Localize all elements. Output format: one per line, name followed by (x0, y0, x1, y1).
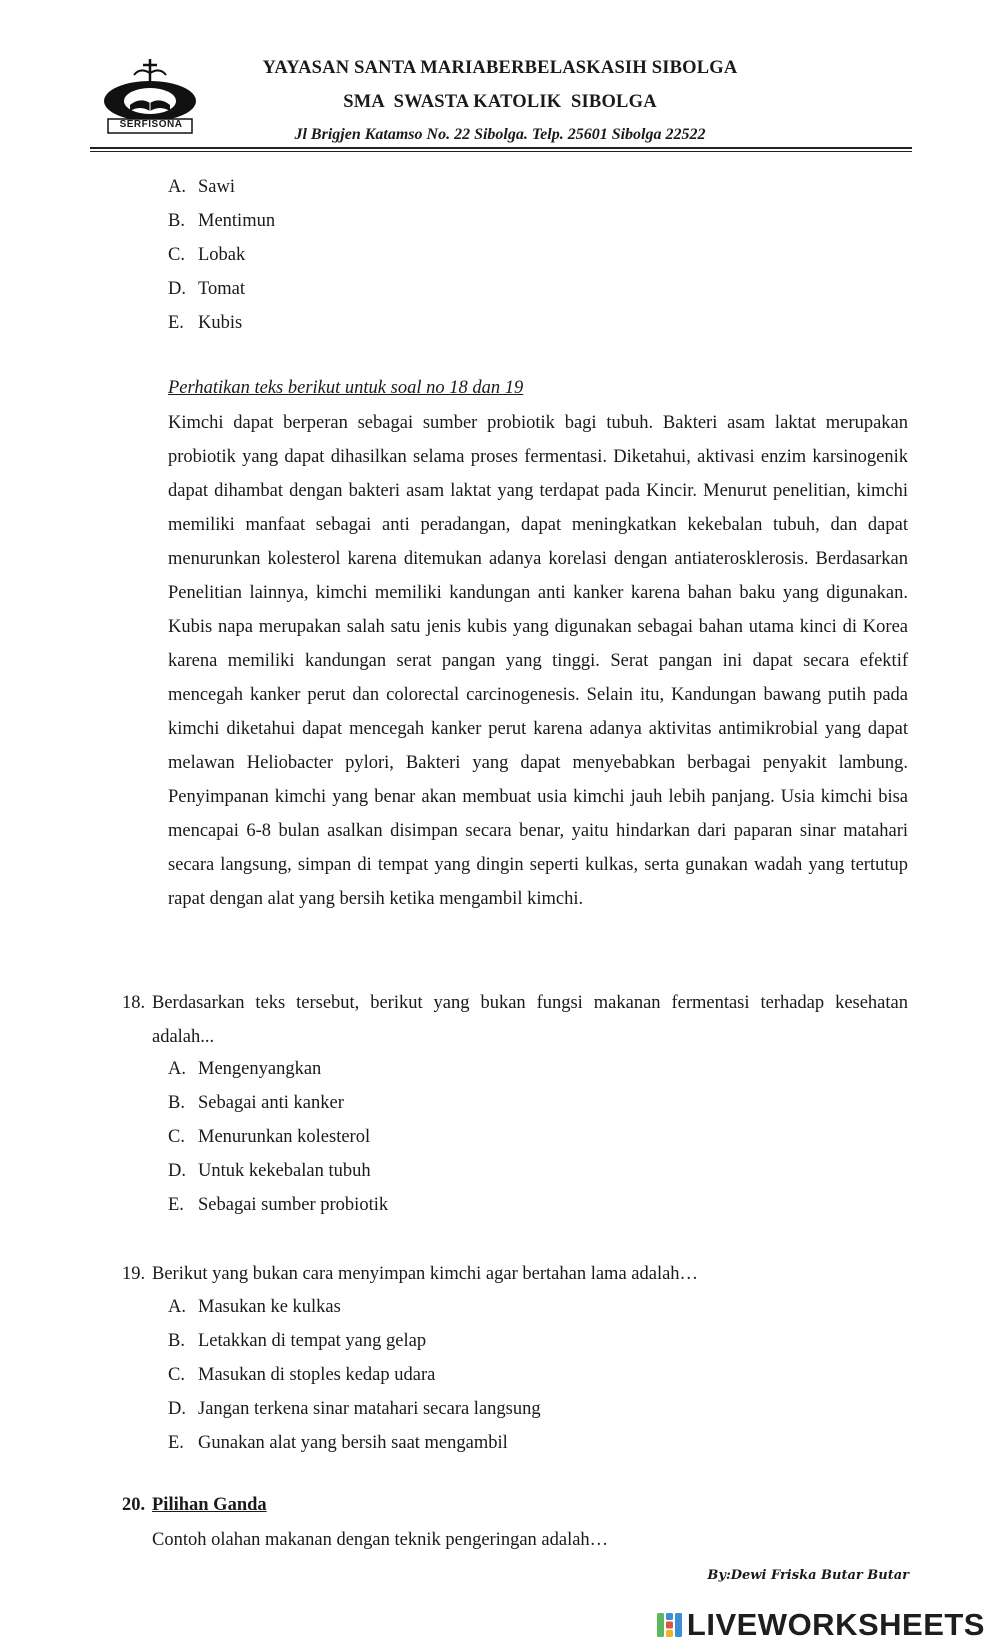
foundation-name: YAYASAN SANTA MARIABERBELASKASIH SIBOLGA (262, 58, 738, 78)
option-text: Masukan ke kulkas (198, 1297, 341, 1317)
option-letter: B. (168, 1331, 185, 1351)
option-letter: D. (168, 279, 186, 299)
q17-option-d[interactable] (168, 278, 245, 300)
option-letter: E. (168, 1433, 184, 1453)
q17-option-c[interactable] (168, 244, 245, 266)
option-letter: C. (168, 245, 185, 265)
option-text: Sawi (198, 177, 235, 197)
q19-option-e[interactable] (168, 1432, 508, 1454)
option-letter: A. (168, 1059, 186, 1079)
option-text: Menurunkan kolesterol (198, 1127, 371, 1147)
q19-option-c[interactable] (168, 1364, 435, 1386)
question-text: Berikut yang bukan cara menyimpan kimchi agar bertahan lama adalah… (152, 1264, 699, 1284)
passage-body: Kimchi dapat berperan sebagai sumber probiotik bagi tubuh. Bakteri asam laktat merupakan probiotik yang dapat dihasilkan selama proses fermentasi. Diketahui, aktivasi enzim karsinogenik dapat dihambat dengan bakteri asam laktat yang terdapat pada Kincir. Menurut penelitian, kimchi memiliki manfaat sebagai anti peradangan, dapat meningkatkan kekebalan tubuh, dan dapat menurunkan kolesterol karena ditemukan adanya korelasi dengan antiaterosklerosis. Berdasarkan Penelitian lainnya, kimchi memiliki kandungan anti kanker karena bahan baku yang digunakan. Kubis napa merupakan salah satu jenis kubis yang digunakan sebagai bahan utama kinci di Korea karena memiliki kandungan serat pangan yang tinggi. Serat pangan ini dapat secara efektif mencegah kanker perut dan colorectal carcinogenesis. Selain itu, Kandungan bawang putih pada kimchi diketahui dapat mencegah kanker perut karena adanya aktivitas antimikrobial yang dapat melawan Heliobacter pylori, Bakteri yang dapat menyebabkan berbagai penyakit lambung. Penyimpanan kimchi yang benar akan membuat usia kimchi jauh lebih panjang. Usia kimchi bisa mencapai 6-8 bulan asalkan disimpan secara benar, yaitu hindarkan dari paparan sinar matahari secara langsung, simpan di tempat yang dingin seperti kulkas, serta gunakan wadah yang tertutup rapat dengan alat yang bersih ketika mengambil kimchi. (168, 413, 908, 909)
q18-option-c[interactable] (168, 1126, 370, 1148)
option-text: Sebagai sumber probiotik (198, 1195, 389, 1215)
option-letter: A. (168, 1297, 186, 1317)
question-20-text: Contoh olahan makanan dengan teknik pengeringan adalah… (152, 1530, 609, 1550)
option-text: Untuk kekebalan tubuh (198, 1161, 371, 1181)
q18-option-e[interactable] (168, 1194, 388, 1216)
question-20-title: Pilihan Ganda (152, 1495, 267, 1515)
option-text: Gunakan alat yang bersih saat mengambil (198, 1433, 508, 1453)
school-name: SMA SWASTA KATOLIK SIBOLGA (343, 92, 657, 112)
option-letter: D. (168, 1399, 186, 1419)
logo-caption: SERFISONA (119, 119, 183, 130)
q19-option-b[interactable] (168, 1330, 426, 1352)
q19-option-d[interactable] (168, 1398, 541, 1420)
question-text: Berdasarkan teks tersebut, berikut yang bukan fungsi makanan fermentasi terhadap kesehatan adalah... (152, 993, 908, 1047)
question-20-number: 20. (122, 1495, 146, 1515)
option-text: Lobak (198, 245, 246, 265)
q17-option-b[interactable] (168, 210, 275, 232)
liveworksheets-wordmark: LIVEWORKSHEETS (686, 1607, 985, 1642)
option-letter: E. (168, 313, 184, 333)
option-letter: C. (168, 1365, 185, 1385)
option-letter: E. (168, 1195, 184, 1215)
liveworksheets-logo-icon (657, 1611, 683, 1639)
option-text: Letakkan di tempat yang gelap (198, 1331, 427, 1351)
option-text: Masukan di stoples kedap udara (198, 1365, 436, 1385)
document-header (0, 0, 999, 155)
question-number: 19. (122, 1264, 146, 1284)
author-credit: By:Dewi Friska Butar Butar (707, 1568, 909, 1583)
header-rule (90, 147, 912, 149)
header-rule-thin (90, 151, 912, 152)
question-18 (122, 986, 908, 1054)
liveworksheets-brand[interactable] (657, 1608, 985, 1642)
q18-option-b[interactable] (168, 1092, 344, 1114)
q19-option-a[interactable] (168, 1296, 341, 1318)
option-letter: B. (168, 1093, 185, 1113)
question-number: 18. (122, 993, 146, 1013)
passage-title: Perhatikan teks berikut untuk soal no 18 dan 19 (168, 378, 524, 398)
option-text: Mentimun (198, 211, 276, 231)
school-address: Jl Brigjen Katamso No. 22 Sibolga. Telp. 25601 Sibolga 22522 (294, 126, 706, 143)
option-text: Tomat (198, 279, 245, 299)
option-letter: C. (168, 1127, 185, 1147)
option-letter: B. (168, 211, 185, 231)
option-text: Jangan terkena sinar matahari secara langsung (198, 1399, 541, 1419)
q17-option-e[interactable] (168, 312, 242, 334)
q17-option-a[interactable] (168, 176, 235, 198)
option-text: Sebagai anti kanker (198, 1093, 344, 1113)
option-text: Kubis (198, 313, 243, 333)
q18-option-a[interactable] (168, 1058, 321, 1080)
question-19 (122, 1257, 908, 1291)
option-letter: D. (168, 1161, 186, 1181)
option-letter: A. (168, 177, 186, 197)
q18-option-d[interactable] (168, 1160, 371, 1182)
option-text: Mengenyangkan (198, 1059, 322, 1079)
